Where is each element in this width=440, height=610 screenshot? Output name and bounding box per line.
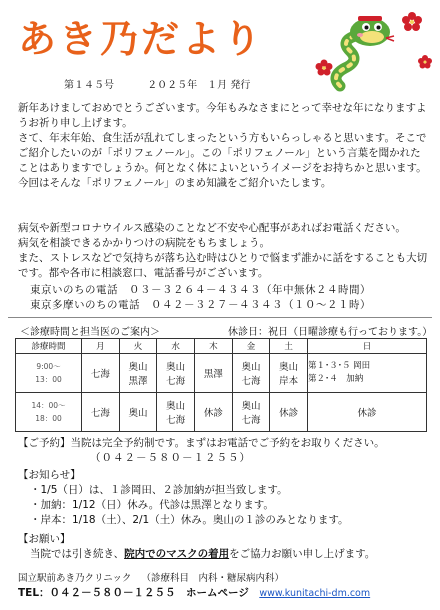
notice-label: 【お知らせ】 (18, 469, 81, 481)
table-cell (82, 393, 120, 432)
time-end: 18：00 (35, 414, 62, 423)
departments: （診療科目 内科・糖尿病内科） (141, 573, 284, 584)
clinic-name: 国立駅前あき乃クリニック (18, 573, 132, 584)
table-cell (307, 354, 426, 393)
doctor-name: 七海 (166, 415, 186, 426)
divider (8, 317, 432, 318)
reservation-section (18, 436, 430, 466)
newsletter-title: あき乃だより (18, 17, 265, 61)
doctor-name: 七海 (166, 376, 186, 387)
table-cell (195, 393, 233, 432)
doctor-name: 奥山 (166, 401, 186, 412)
covid-paragraph: 病気や新型コロナウイルス感染のことなど不安や心配事があればお電話ください。 (18, 222, 406, 234)
phone-line-tokyo: 東京いのちの電話 ０３－３２６４－４３４３（年中無休２４時間） (30, 284, 371, 296)
request-text (18, 547, 430, 562)
request-text-before: 当院では引き続き、 (30, 548, 125, 560)
list-item: ・岸本：1/18（土）、2/1（土）休み。奥山の１診のみとなります。 (30, 514, 349, 526)
footer (18, 572, 430, 601)
issue-date: ２０２５年 １月 発行 (147, 80, 251, 91)
snake-icon (336, 16, 394, 86)
doctor-name: 奥山 (128, 362, 148, 373)
table-header-cell: 木 (195, 339, 233, 354)
doctor-name: 第２･４ 加納 (307, 374, 364, 384)
table-header-cell: 月 (82, 339, 120, 354)
new-year-illustration (300, 6, 440, 98)
doctor-name: 休診 (357, 408, 377, 419)
doctor-name: 七海 (241, 415, 261, 426)
covid-paragraph: 病気を相談できるかかりつけの病院をもちましょう。 (18, 237, 270, 249)
table-cell (307, 393, 426, 432)
request-label: 【お願い】 (18, 533, 71, 545)
schedule-heading: ＜診療時間と担当医のご案内＞ (20, 327, 160, 338)
table-row (16, 393, 427, 432)
table-cell (232, 354, 270, 393)
doctor-name: 岸本 (279, 376, 299, 387)
issue-number: 第１４５号 (64, 80, 114, 91)
request-emphasis: 院内でのマスクの着用 (124, 548, 230, 560)
table-header-cell: 水 (157, 339, 195, 354)
table-cell (270, 393, 308, 432)
table-cell (119, 393, 157, 432)
time-cell (16, 393, 82, 432)
table-header-cell: 土 (270, 339, 308, 354)
time-start: 9:00～ (36, 362, 61, 371)
table-cell (195, 354, 233, 393)
issue-line (64, 76, 280, 91)
holiday-note: 休診日：祝日（日曜診療も行っております。） (228, 327, 433, 338)
covid-text (18, 221, 428, 281)
doctor-name: 奥山 (166, 362, 186, 373)
time-cell (16, 354, 82, 393)
table-header-row (16, 339, 427, 354)
footer-tel[interactable]: TEL：０４２－５８０－１２５５ (18, 587, 176, 599)
table-header-cell: 日 (307, 339, 426, 354)
reservation-text: 当院は完全予約制です。まずはお電話でご予約をお取りください。 (70, 437, 385, 449)
reservation-tel[interactable]: （０４２－５８０－１２５５） (90, 452, 251, 464)
table-header-cell: 診療時間 (16, 339, 82, 354)
doctor-name: 黒澤 (203, 369, 223, 380)
request-text-after: をご協力お願い申し上げます。 (229, 548, 376, 560)
list-item: ・加納：1/12（日）休み。代診は黒澤となります。 (30, 499, 274, 511)
time-start: 14：00～ (31, 401, 66, 410)
doctor-name: 七海 (90, 369, 110, 380)
table-cell (270, 354, 308, 393)
time-end: 13：00 (35, 375, 62, 384)
list-item: ・1/5（日）は、１診岡田、２診加納が担当致します。 (30, 484, 288, 496)
table-header-cell: 火 (119, 339, 157, 354)
homepage-label: ホームページ (186, 587, 249, 599)
schedule-table (15, 338, 427, 432)
doctor-name: 第１･３･５ 岡田 (307, 361, 371, 371)
homepage-link[interactable]: www.kunitachi-dm.com (259, 588, 371, 599)
notice-section (18, 468, 430, 528)
doctor-name: 七海 (241, 376, 261, 387)
intro-text (18, 101, 428, 191)
table-cell (157, 393, 195, 432)
phone-line-tama: 東京多摩いのちの電話 ０４２－３２７－４３４３（１０～２１時） (30, 299, 371, 311)
table-cell (119, 354, 157, 393)
doctor-name: 休診 (279, 408, 299, 419)
doctor-name: 七海 (90, 408, 110, 419)
doctor-name: 奥山 (241, 401, 261, 412)
intro-paragraph: 新年あけましておめでとうございます。今年もみなさまにとって幸せな年になりますようお祈り申し上げます。 (18, 102, 427, 129)
table-cell (232, 393, 270, 432)
table-header-cell: 金 (232, 339, 270, 354)
table-cell (82, 354, 120, 393)
request-section (18, 532, 430, 562)
doctor-name: 休診 (203, 408, 223, 419)
reservation-label: 【ご予約】 (18, 437, 71, 449)
table-row (16, 354, 427, 393)
doctor-name: 奥山 (241, 362, 261, 373)
intro-paragraph: さて、年末年始、食生活が乱れてしまったという方もいらっしゃると思います。そこでご紹介したいのが「ポリフェノール」。この「ポリフェノール」という言葉を聞かれたことはありますでしょうか。何となく体によいというイメージをお持ちかと思います。今回はそんな「ポリフェノール」のまめ知識をご紹介いたします。 (18, 132, 427, 189)
doctor-name: 奥山 (279, 362, 299, 373)
doctor-name: 奥山 (128, 408, 148, 419)
doctor-name: 黒澤 (128, 376, 148, 387)
table-cell (157, 354, 195, 393)
covid-paragraph: また、ストレスなどで気持ちが落ち込む時はひとりで悩まず誰かに話をすることも大切です。都や各市に相談窓口、電話番号がございます。 (18, 252, 428, 279)
